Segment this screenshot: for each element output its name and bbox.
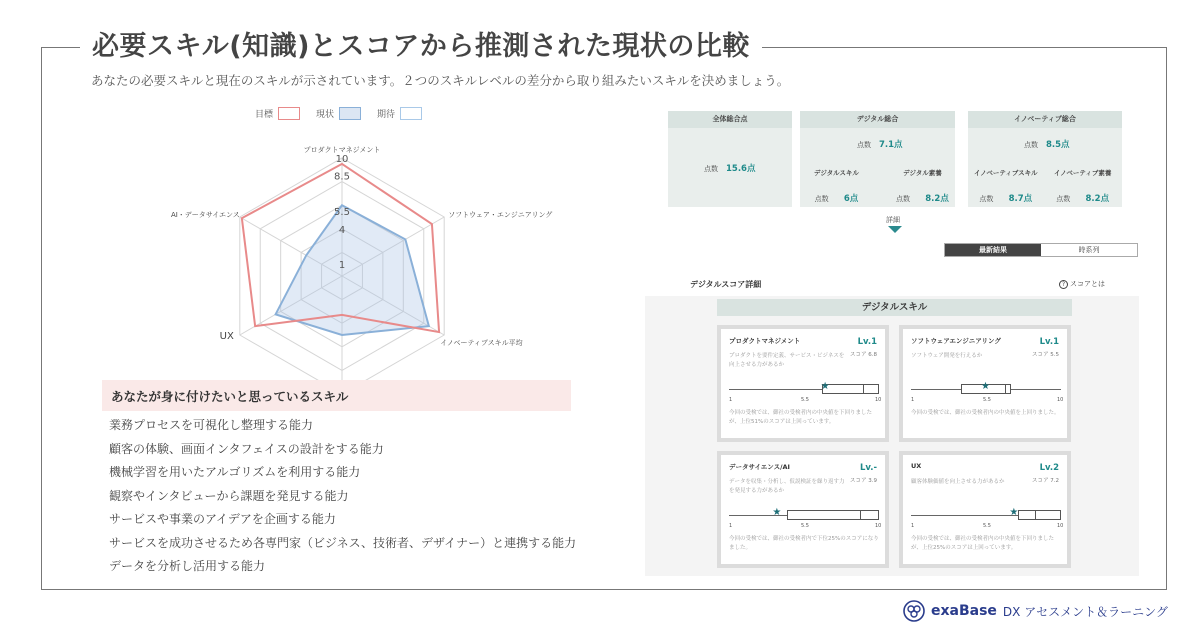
legend-item-target [255, 107, 300, 120]
skill-card-data-science-ai [717, 451, 889, 568]
radar-axis-label: AI・データサイエンス [170, 211, 240, 219]
boxplot-median [1035, 511, 1036, 519]
score-value: 15.6点 [726, 164, 756, 174]
boxplot-median [860, 511, 861, 519]
innovative-score-row [1024, 138, 1070, 150]
digital-skill-panel [645, 296, 1139, 576]
legend-label: 期待 [377, 110, 396, 120]
score-value: 8.7点 [1008, 194, 1033, 204]
score-label: 点数 [857, 141, 871, 149]
list-item: 業務プロセスを可視化し整理する能力 [109, 418, 314, 432]
sub-score-title: イノベーティブスキル [974, 169, 1038, 177]
score-help-label[interactable]: スコアとは [1070, 280, 1105, 288]
skill-level: Lv.1 [857, 337, 877, 347]
list-item: サービスを成功させるため各専門家（ビジネス、技術者、デザイナー）と連携する能力 [109, 535, 577, 550]
score-value: 8.2点 [1085, 194, 1110, 204]
score-label: 点数 [979, 195, 994, 203]
digital-skill-sub [814, 168, 859, 205]
score-value: 6点 [843, 194, 859, 204]
skill-radar-chart [170, 130, 553, 375]
skill-name: UX [911, 462, 922, 470]
skill-note: 今回の受検では、御社の受検者内の中央値を下回りましたが、上位25%のスコアは上回っています。 [911, 536, 1055, 551]
score-label: 点数 [814, 195, 829, 203]
legend-item-current [316, 107, 361, 120]
skill-description: データを収集・分析し、仮説検証を繰り返す力を発見する力があるか [729, 479, 845, 494]
list-item: サービスや事業のアイデアを企画する能力 [109, 512, 336, 526]
sub-score-title: デジタル素養 [903, 169, 942, 177]
skill-card-software-engineering [899, 325, 1071, 442]
legend-label: 目標 [255, 110, 274, 120]
score-value: 8.5点 [1046, 140, 1070, 150]
star-icon: ★ [1009, 507, 1019, 518]
page-title: 必要スキル(知識)とスコアから推測された現状の比較 [80, 24, 762, 63]
tick-label: 10 [1057, 397, 1064, 403]
skill-name: ソフトウェアエンジニアリング [911, 337, 1001, 345]
radar-axis-label: ソフトウェア・エンジニアリング [448, 211, 553, 219]
skill-level: Lv.1 [1039, 337, 1059, 347]
tick-label: 1 [911, 523, 915, 529]
skill-name: データサイエンス/AI [729, 463, 790, 471]
score-label: 点数 [1024, 141, 1038, 149]
skill-card-product-management [717, 325, 889, 442]
list-item: 機械学習を用いたアルゴリズムを利用する能力 [109, 465, 361, 479]
radar-legend [255, 107, 422, 120]
skill-level: Lv.2 [1039, 463, 1059, 473]
boxplot-median [863, 385, 864, 393]
list-item: 顧客の体験、画面インタフェイスの設計をする能力 [109, 441, 384, 456]
radar-axis-label: イノベーティブスキル平均 [440, 339, 523, 347]
legend-swatch-expected [400, 107, 422, 120]
brand-name: exaBase [931, 603, 997, 619]
skill-score: スコア 3.9 [850, 478, 877, 484]
radar-tick-label: 1 [338, 260, 346, 272]
tick-label: 5.5 [983, 397, 991, 403]
legend-swatch-target [278, 107, 300, 120]
score-boxplot [729, 381, 879, 394]
page-subtitle: あなたの必要スキルと現在のスキルが示されています。２つのスキルレベルの差分から取り組みたいスキルを決めましょう。 [91, 73, 790, 88]
boxplot-box [1018, 510, 1061, 520]
result-view-toggle[interactable] [944, 243, 1138, 257]
score-boxplot [911, 381, 1061, 394]
score-label: 点数 [896, 195, 910, 203]
boxplot-box [787, 510, 879, 520]
radar-series-current [276, 205, 429, 335]
boxplot-median [1005, 385, 1006, 393]
radar-tick-label: 10 [335, 154, 349, 165]
tick-label: 5.5 [801, 397, 809, 403]
toggle-latest-result[interactable]: 最新結果 [945, 244, 1041, 256]
skill-note: 今回の受検では、御社の受検者内で下位25%のスコアになりました。 [729, 536, 879, 551]
skill-description: 顧客体験価値を向上させる力があるか [911, 479, 1005, 485]
skill-note: 今回の受検では、御社の受検者内の中央値を上回りました。 [911, 410, 1060, 416]
tick-label: 5.5 [801, 523, 809, 529]
score-value: 7.1点 [879, 140, 903, 150]
sub-score-title: デジタルスキル [814, 169, 859, 177]
star-icon: ★ [772, 507, 782, 518]
tick-label: 10 [875, 523, 882, 529]
innovative-literacy-sub [1054, 168, 1111, 205]
radar-tick-label: 8.5 [334, 171, 350, 183]
tick-label: 10 [1057, 523, 1064, 529]
digital-score-detail-title: デジタルスコア詳細 [690, 280, 762, 289]
caret-down-icon[interactable] [888, 226, 902, 233]
innovative-score-title: イノベーティブ総合 [968, 111, 1122, 128]
skill-level: Lv.- [859, 463, 877, 473]
digital-score-card [800, 111, 955, 207]
skill-score: スコア 5.5 [1032, 352, 1059, 358]
wish-skills-header: あなたが身に付けたいと思っているスキル [102, 380, 571, 411]
digital-score-row [857, 138, 903, 150]
question-icon[interactable]: ? [1059, 280, 1068, 289]
skill-note: 今回の受検では、御社の受検者内の中央値を下回りましたが、上位51%のスコアは上回っています。 [729, 410, 873, 425]
skill-name: プロダクトマネジメント [729, 337, 801, 345]
radar-axis-label: UX [219, 331, 234, 342]
list-item: データを分析し活用する能力 [109, 559, 266, 573]
score-boxplot [911, 507, 1061, 520]
skill-score: スコア 6.8 [850, 352, 877, 358]
total-score-row [704, 162, 755, 174]
legend-label: 現状 [316, 110, 335, 120]
score-label: 点数 [704, 165, 718, 173]
tick-label: 10 [875, 397, 882, 403]
radar-axis-label: プロダクトマネジメント [303, 146, 381, 154]
wish-skills-list [109, 417, 576, 582]
boxplot-box [822, 384, 879, 394]
tick-label: 1 [911, 397, 915, 403]
digital-skill-band: デジタルスキル [717, 299, 1072, 316]
skill-description: プロダクトを要件定義、サービス・ビジネスを向上させる力があるか [729, 353, 845, 368]
detail-link[interactable]: 詳細 [886, 216, 900, 224]
skill-card-ux [899, 451, 1071, 568]
star-icon: ★ [981, 381, 990, 392]
total-score-title: 全体総合点 [668, 111, 792, 128]
skill-score: スコア 7.2 [1032, 478, 1059, 484]
score-value: 8.2点 [925, 194, 949, 204]
innovative-score-card [968, 111, 1122, 207]
total-score-card [668, 111, 792, 207]
toggle-timeseries[interactable]: 時系列 [1041, 244, 1137, 256]
exabase-logo-icon [903, 600, 925, 622]
legend-item-expected [377, 107, 422, 120]
tick-label: 1 [729, 523, 733, 529]
brand-footer [903, 600, 1168, 622]
radar-tick-label: 4 [338, 224, 346, 236]
score-boxplot [729, 507, 879, 520]
digital-score-title: デジタル総合 [800, 111, 955, 128]
sub-score-title: イノベーティブ素養 [1054, 169, 1112, 177]
tick-label: 1 [729, 397, 733, 403]
list-item: 観察やインタビューから課題を発見する能力 [109, 488, 349, 503]
brand-tagline: DX アセスメント＆ラーニング [1002, 604, 1168, 619]
skill-description: ソフトウェア開発を行えるか [911, 353, 983, 359]
star-icon: ★ [820, 381, 830, 392]
digital-literacy-sub [896, 168, 949, 205]
tick-label: 5.5 [983, 523, 991, 529]
score-help-link[interactable] [1059, 279, 1105, 289]
legend-swatch-current [339, 107, 361, 120]
score-label: 点数 [1056, 195, 1071, 203]
radar-tick-label: 5.5 [334, 207, 350, 219]
innovative-skill-sub [974, 168, 1038, 205]
